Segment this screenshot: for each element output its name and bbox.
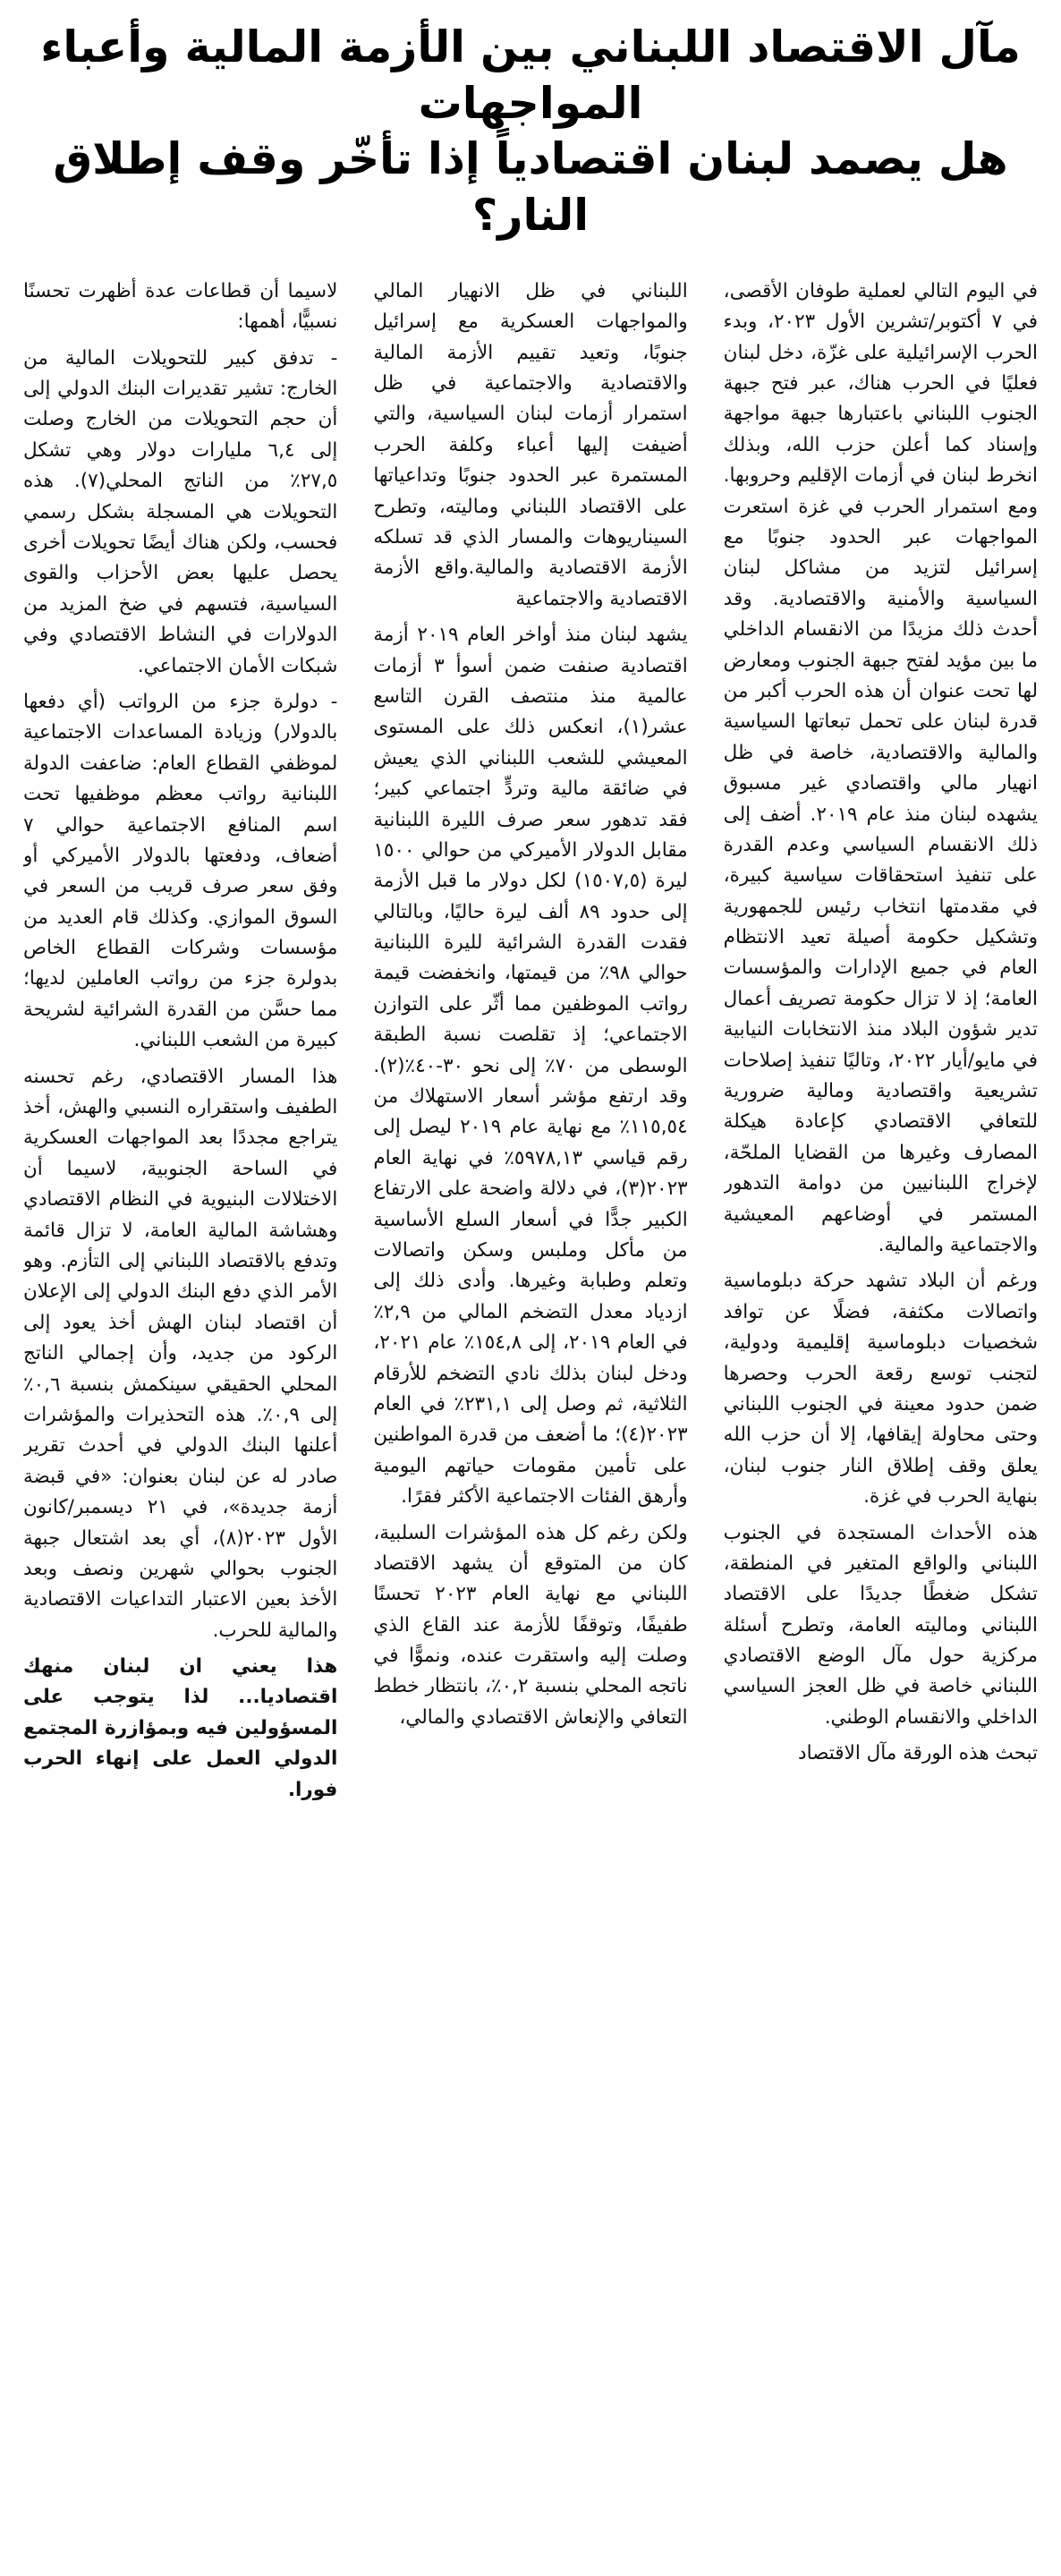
column-1-paragraph-1: في اليوم التالي لعملية طوفان الأقصى، في ٧ أكتوبر/تشرين الأول ٢٠٢٣، وبدء الحرب الإسرائيلية على غزّة، دخل لبنان فعليًا في الحرب هناك، عبر فتح جبهة الجنوب اللبناني باعتبارها جبهة مواجهة وإسناد كما أعلن حزب الله، وبذلك انخرط لبنان في أزمات الإقليم وحروبها. ومع استمرار الحرب في غزة استعرت المواجهات عبر الحدود جنوبًا مع إسرائيل لتزيد من مشاكل لبنان السياسية والأمنية والاقتصادية. وقد أحدث ذلك مزيدًا من الانقسام الداخلي ما بين مؤيد لفتح جبهة الجنوب ومعارض لها تحت عنوان أن هذه الحرب أكبر من قدرة لبنان على تحمل تبعاتها السياسية والمالية والاقتصادية، خاصة في ظل انهيار مالي واقتصادي غير مسبوق يشهده لبنان منذ عام ٢٠١٩. أضف إلى ذلك الانقسام السياسي وعدم القدرة على تنفيذ استحقاقات سياسية كبيرة، في مقدمتها انتخاب رئيس للجمهورية وتشكيل حكومة أصيلة تعيد الانتظام العام في جميع الإدارات والمؤسسات العامة؛ إذ لا تزال حكومة تصريف أعمال تدير شؤون البلاد منذ الانتخابات النيابية في مايو/أيار ٢٠٢٢، وتاليًا تنفيذ إصلاحات تشريعية واقتصادية ومالية ضرورية للتعافي الاقتصادي كإعادة هيكلة المصارف وغيرها من القضايا الملحّة، لإخراج اللبنانيين من دوامة التدهور المستمر في أوضاعهم المعيشية والاجتماعية والمالية. [723,279,1038,1256]
column-3-paragraph-2: - تدفق كبير للتحويلات المالية من الخارج: تشير تقديرات البنك الدولي إلى أن حجم التحويلات من الخارج وصلت إلى ٦,٤ مليارات دولار وهي تشكل ٢٧,٥٪ من الناتج المحلي(٧). هذه التحويلات هي المسجلة بشكل رسمي فحسب، ولكن هناك أيضًا تحويلات أخرى يحصل عليها بعض الأحزاب والقوى السياسية، فتسهم في ضخ المزيد من الدولارات في النشاط الاقتصادي وفي شبكات الأمان الاجتماعي. [23,346,338,677]
headline-block [23,20,1038,244]
article-columns [23,276,1038,2576]
column-middle [373,276,687,2576]
column-2-paragraph-3: ولكن رغم كل هذه المؤشرات السلبية، كان من المتوقع أن يشهد الاقتصاد اللبناني مع نهاية العام ٢٠٢٣ تحسنًا طفيفًا، وتوقفًا للأزمة عند القاع الذي وصلت إليه واستقرت عنده، ونموًّا في ناتجه المحلي بنسبة ٠,٢٪، بانتظار خطط التعافي والإنعاش الاقتصادي والمالي، [373,1521,688,1729]
column-1-paragraph-2: ورغم أن البلاد تشهد حركة دبلوماسية واتصالات مكثفة، فضلًا عن توافد شخصيات دبلوماسية إقليمية ودولية، لتجنب توسع رقعة الحرب وحصرها ضمن حدود معينة في الجنوب اللبناني وحتى محاولة إيقافها، إلا أن حزب الله يعلق وقف إطلاق النار جنوب لبنان، بنهاية الحرب في غزة. [723,1270,1038,1509]
column-2-paragraph-2: يشهد لبنان منذ أواخر العام ٢٠١٩ أزمة اقتصادية صنفت ضمن أسوأ ٣ أزمات عالمية منذ منتصف القرن التاسع عشر(١)، انعكس ذلك على المستوى المعيشي للشعب اللبناني الذي يعيش في ضائقة مالية وتردٍّ اجتماعي كبير؛ فقد تدهور سعر صرف الليرة اللبنانية مقابل الدولار الأميركي من حوالي ١٥٠٠ ليرة (١٥٠٧,٥) لكل دولار ما قبل الأزمة إلى حدود ٨٩ ألف ليرة حاليًا، وبالتالي فقدت القدرة الشرائية لليرة اللبنانية حوالي ٩٨٪ من قيمتها، وانخفضت قيمة رواتب الموظفين مما أثّر على التوازن الاجتماعي؛ إذ تقلصت نسبة الطبقة الوسطى من ٧٠٪ إلى نحو ٣٠-٤٠٪(٢). وقد ارتفع مؤشر أسعار الاستهلاك من ١١٥,٥٤٪ مع نهاية عام ٢٠١٩ ليصل إلى رقم قياسي ٥٩٧٨,١٣٪ في نهاية العام ٢٠٢٣(٣)، في دلالة واضحة على الارتفاع الكبير جدًّا في أسعار السلع الأساسية من مأكل وملبس وسكن واتصالات وتعلم وطبابة وغيرها. وأدى ذلك إلى ازدياد معدل التضخم المالي من ٢,٩٪ في العام ٢٠١٩، إلى ١٥٤,٨٪ عام ٢٠٢١، ودخل لبنان بذلك نادي التضخم للأرقام الثلاثية، ثم وصل إلى ٢٣١,١٪ في العام ٢٠٢٣(٤)؛ ما أضعف من قدرة المواطنين على تأمين مقومات حياتهم اليومية وأرهق الفئات الاجتماعية الأكثر فقرًا. [373,624,688,1509]
closing-statement: هذا يعني ان لبنان منهك اقتصاديا... لذا يتوجب على المسؤولين فيه وبمؤازرة المجتمع الدولي العمل على إنهاء الحرب فورا. [23,1655,338,1801]
column-3-paragraph-1: لاسيما أن قطاعات عدة أظهرت تحسنًا نسبيًّا، أهمها: [23,279,338,334]
column-3-paragraph-4: هذا المسار الاقتصادي، رغم تحسنه الطفيف واستقراره النسبي والهش، أخذ يتراجع مجددًا بعد المواجهات العسكرية في الساحة الجنوبية، لاسيما أن الاختلالات البنيوية في النظام الاقتصادي وهشاشة المالية العامة، لا تزال قائمة وتدفع بالاقتصاد اللبناني إلى التأزم. وهو الأمر الذي دفع البنك الدولي إلى الإعلان أن اقتصاد لبنان الهش أخذ يعود إلى الركود من جديد، وأن إجمالي الناتج المحلي الحقيقي سينكمش بنسبة ٠,٦٪ إلى ٠,٩٪. هذه التحذيرات والمؤشرات أعلنها البنك الدولي في أحدث تقرير صادر له عن لبنان بعنوان: «في قبضة أزمة جديدة»، في ٢١ ديسمبر/كانون الأول ٢٠٢٣(٨)، أي بعد اشتعال جبهة الجنوب بحوالي شهرين ونصف وبعد الأخذ بعين الاعتبار التداعيات الاقتصادية والمالية للحرب. [23,1065,338,1642]
headline-line-2: هل يصمد لبنان اقتصادياً إذا تأخّر وقف إطلاق النار؟ [53,133,1008,242]
column-left [23,276,337,2576]
column-2-paragraph-1: اللبناني في ظل الانهيار المالي والمواجهات العسكرية مع إسرائيل جنوبًا، وتعيد تقييم الأزمة المالية والاقتصادية والاجتماعية في ظل استمرار أزمات لبنان السياسية، والتي أضيفت إليها أعباء وكلفة الحرب المستمرة عبر الحدود جنوبًا وتداعياتها على الاقتصاد اللبناني وماليته، وتطرح السيناريوهات والمسار الذي قد تسلكه الأزمة الاقتصادية والمالية.واقع الأزمة الاقتصادية والاجتماعية [373,279,688,610]
column-1-paragraph-3: هذه الأحداث المستجدة في الجنوب اللبناني والواقع المتغير في المنطقة، تشكل ضغطًا جديدًا على الاقتصاد اللبناني وماليته العامة، وتطرح أسئلة مركزية حول مآل الوضع الاقتصادي اللبناني خاصة في ظل العجز السياسي الداخلي والانقسام الوطني. [723,1521,1038,1729]
column-1-paragraph-4: تبحث هذه الورقة مآل الاقتصاد [798,1742,1038,1765]
headline-line-1: مآل الاقتصاد اللبناني بين الأزمة المالية وأعباء المواجهات [40,21,1021,129]
column-3-paragraph-3: - دولرة جزء من الرواتب (أي دفعها بالدولار) وزيادة المساعدات الاجتماعية لموظفي القطاع العام: ضاعفت الدولة اللبنانية رواتب معظم موظفيها تحت اسم المنافع الاجتماعية حوالي ٧ أضعاف، ودفعتها بالدولار الأميركي أو وفق سعر صرف قريب من السعر في السوق الموازي. وكذلك قام العديد من مؤسسات وشركات القطاع الخاص بدولرة جزء من رواتب العاملين لديها؛ مما حسَّن من القدرة الشرائية لشريحة كبيرة من الشعب اللبناني. [23,690,338,1052]
column-right [724,276,1038,2576]
